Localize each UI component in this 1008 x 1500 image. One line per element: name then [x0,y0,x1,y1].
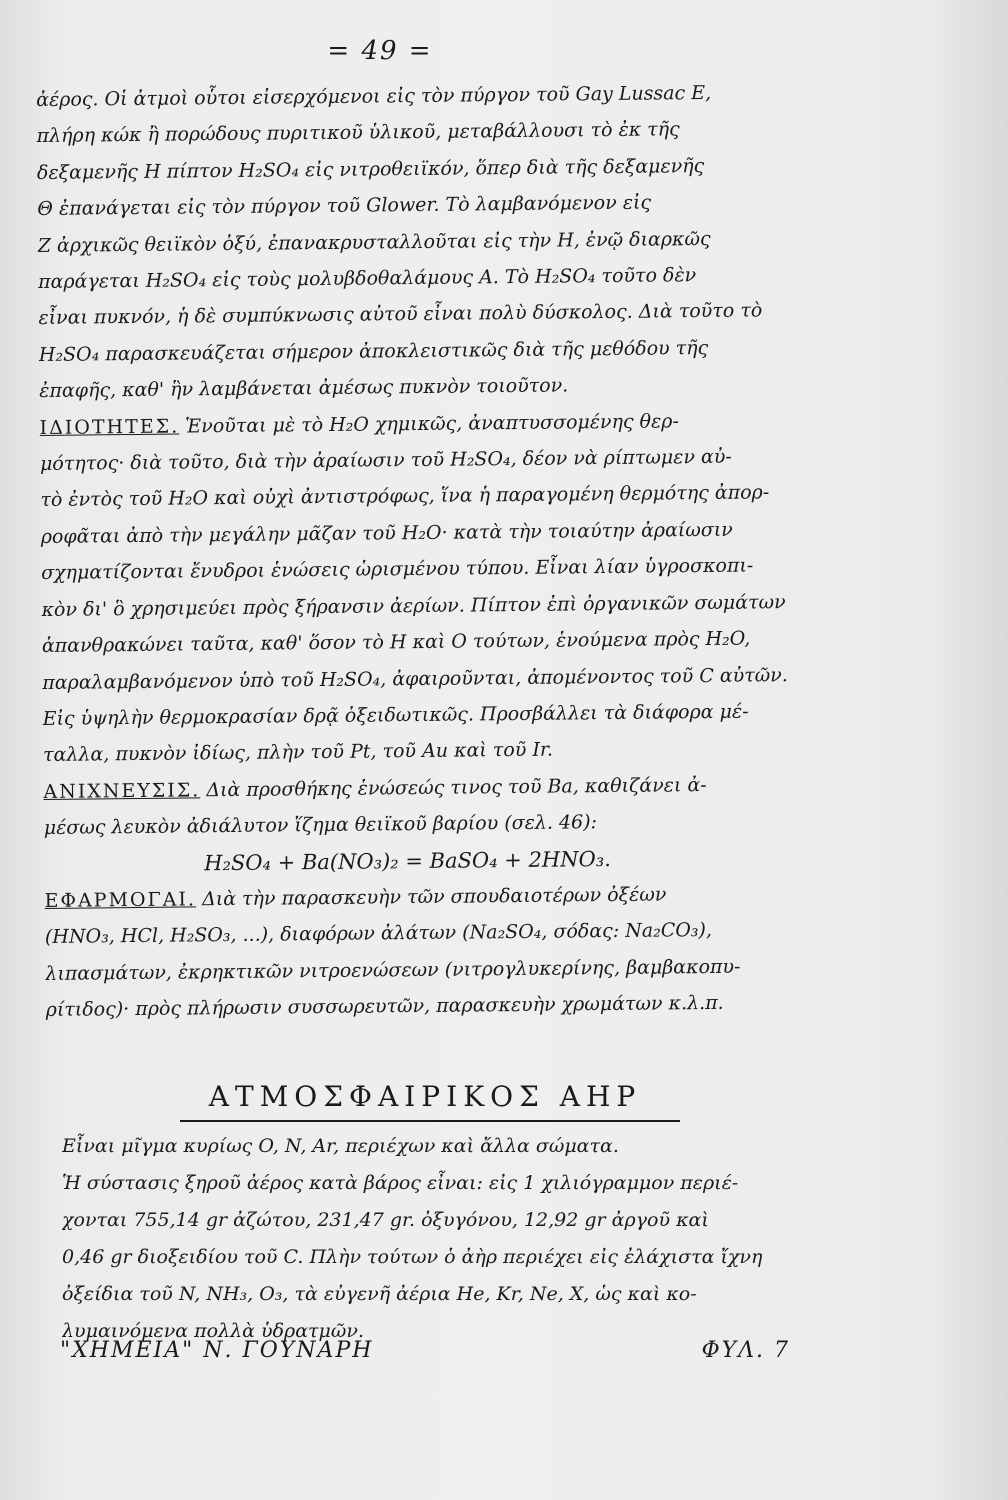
text-line: H₂SO₄ παρασκευάζεται σήμερον ἀποκλειστικῶς διὰ τῆς μεθόδου τῆς [38,336,709,366]
text-line: σχηματίζονται ἔνυδροι ἑνώσεις ὡρισμένου τύπου. Εἶναι λίαν ὑγροσκοπι- [41,554,754,585]
text-line: παραλαμβανόμενον ὑπὸ τοῦ H₂SO₄, ἀφαιροῦνται, ἀπομένοντος τοῦ C αὐτῶν. [42,663,788,694]
section-header-properties: ΙΔΙΟΤΗΤΕΣ. [39,415,180,439]
text-line: παράγεται H₂SO₄ εἰς τοὺς μολυβδοθαλάμους Α. Τὸ H₂SO₄ τοῦτο δὲν [37,264,697,294]
text-line: κὸν δι' ὃ χρησιμεύει πρὸς ξήρανσιν ἀερίων. Πίπτον ἐπὶ ὀργανικῶν σωμάτων [41,590,786,621]
page-footer [60,1338,940,1378]
text-fragment: Διὰ τὴν παρασκευὴν τῶν σπουδαιοτέρων ὀξέων [195,883,667,911]
text-line: χονται 755,14 gr ἀζώτου, 231,47 gr. ὀξυγόνου, 12,92 gr ἀργοῦ καὶ [62,1209,709,1231]
text-line: 0,46 gr διοξειδίου τοῦ C. Πλὴν τούτων ὁ ἀὴρ περιέχει εἰς ἐλάχιστα ἴχνη [62,1246,763,1268]
text-line: μέσως λευκὸν ἀδιάλυτον ἵζημα θειϊκοῦ βαρίου (σελ. 46): [43,811,598,840]
text-line: ἀπανθρακώνει ταῦτα, καθ' ὅσον τὸ Η καὶ Ο τούτων, ἑνούμενα πρὸς H₂O, [41,627,751,658]
text-line: ἐπαφῆς, καθ' ἣν λαμβάνεται ἀμέσως πυκνὸν τοιοῦτον. [39,374,569,403]
footer-book-title: "ΧΗΜΕΙΑ" Ν. ΓΟΥΝΑΡΗ [60,1338,374,1363]
body-text [36,72,976,1028]
text-line: μότητος· διὰ τοῦτο, διὰ τὴν ἀραίωσιν τοῦ H₂SO₄, δέον νὰ ρίπτωμεν αὐ- [39,445,732,476]
title-underline [180,1120,680,1122]
text-line: Ζ ἀρχικῶς θειϊκὸν ὀξύ, ἐπανακρυσταλλοῦται εἰς τὴν Η, ἐνῷ διαρκῶς [37,227,711,257]
section-header-detection: ΑΝΙΧΝΕΥΣΙΣ. [43,779,201,803]
atmosphere-text [62,1128,962,1350]
text-line: Θ ἐπανάγεται εἰς τὸν πύργον τοῦ Glower. Τὸ λαμβανόμενον εἰς [37,191,652,221]
text-line: Εἶναι μῖγμα κυρίως O, N, Ar, περιέχων καὶ ἄλλα σώματα. [62,1135,619,1157]
text-line: δεξαμενῆς Η πίπτον H₂SO₄ εἰς νιτροθειϊκόν, ὅπερ διὰ τῆς δεξαμενῆς [36,154,705,184]
text-line: Ἡ σύστασις ξηροῦ ἀέρος κατὰ βάρος εἶναι: εἰς 1 χιλιόγραμμον περιέ- [62,1172,739,1194]
chemical-equation: H₂SO₄ + Ba(NO₃)₂ = BaSO₄ + 2HNO₃. [204,846,611,875]
page-number: = 49 = [327,36,433,66]
text-line: ροφᾶται ἀπὸ τὴν μεγάλην μᾶζαν τοῦ H₂O· κατὰ τὴν τοιαύτην ἀραίωσιν [40,518,733,548]
text-line: εἶναι πυκνόν, ἡ δὲ συμπύκνωσις αὐτοῦ εἶναι πολὺ δύσκολος. Διὰ τοῦτο τὸ [38,299,763,330]
text-line: λυμαινόμενα πολλὰ ὑδρατμῶν. [62,1320,364,1342]
text-line: ὀξείδια τοῦ N, NH₃, O₃, τὰ εὐγενῆ ἀέρια He, Kr, Ne, X, ὡς καὶ κο- [62,1283,697,1305]
text-line: πλήρη κώκ ἢ πορώδους πυριτικοῦ ὑλικοῦ, μεταβάλλουσι τὸ ἐκ τῆς [36,118,680,148]
text-line: ρίτιδος)· πρὸς πλήρωσιν συσσωρευτῶν, παρασκευὴν χρωμάτων κ.λ.π. [45,992,724,1022]
text-line: Εἰς ὑψηλὴν θερμοκρασίαν δρᾷ ὀξειδωτικῶς. Προσβάλλει τὰ διάφορα μέ- [42,700,749,730]
atmosphere-title: ΑΤΜΟΣΦΑΙΡΙΚΟΣ ΑΗΡ [208,1080,642,1113]
section-header-applications: ΕΦΑΡΜΟΓΑΙ. [44,888,197,912]
text-line: λιπασμάτων, ἐκρηκτικῶν νιτροενώσεων (νιτρογλυκερίνης, βαμβακοπυ- [45,955,741,985]
text-line: (HNO₃, HCl, H₂SO₃, ...), διαφόρων ἀλάτων (Na₂SO₄, σόδας: Na₂CO₃), [44,919,713,949]
text-line: ταλλα, πυκνὸν ἰδίως, πλὴν τοῦ Pt, τοῦ Au καὶ τοῦ Ir. [42,738,554,767]
text-line: ἀέρος. Οἱ ἀτμοὶ οὗτοι εἰσερχόμενοι εἰς τὸν πύργον τοῦ Gay Lussac E, [36,81,712,111]
text-line: τὸ ἐντὸς τοῦ H₂O καὶ οὐχὶ ἀντιστρόφως, ἵνα ἡ παραγομένη θερμότης ἀπορ- [40,481,770,512]
text-fragment: Ἑνοῦται μὲ τὸ H₂O χημικῶς, ἀναπτυσσομένης θερ- [179,409,679,438]
footer-sheet-number: ΦΥΛ. 7 [701,1338,790,1363]
text-fragment: Διὰ προσθήκης ἑνώσεώς τινος τοῦ Ba, καθιζάνει ἀ- [200,773,707,802]
